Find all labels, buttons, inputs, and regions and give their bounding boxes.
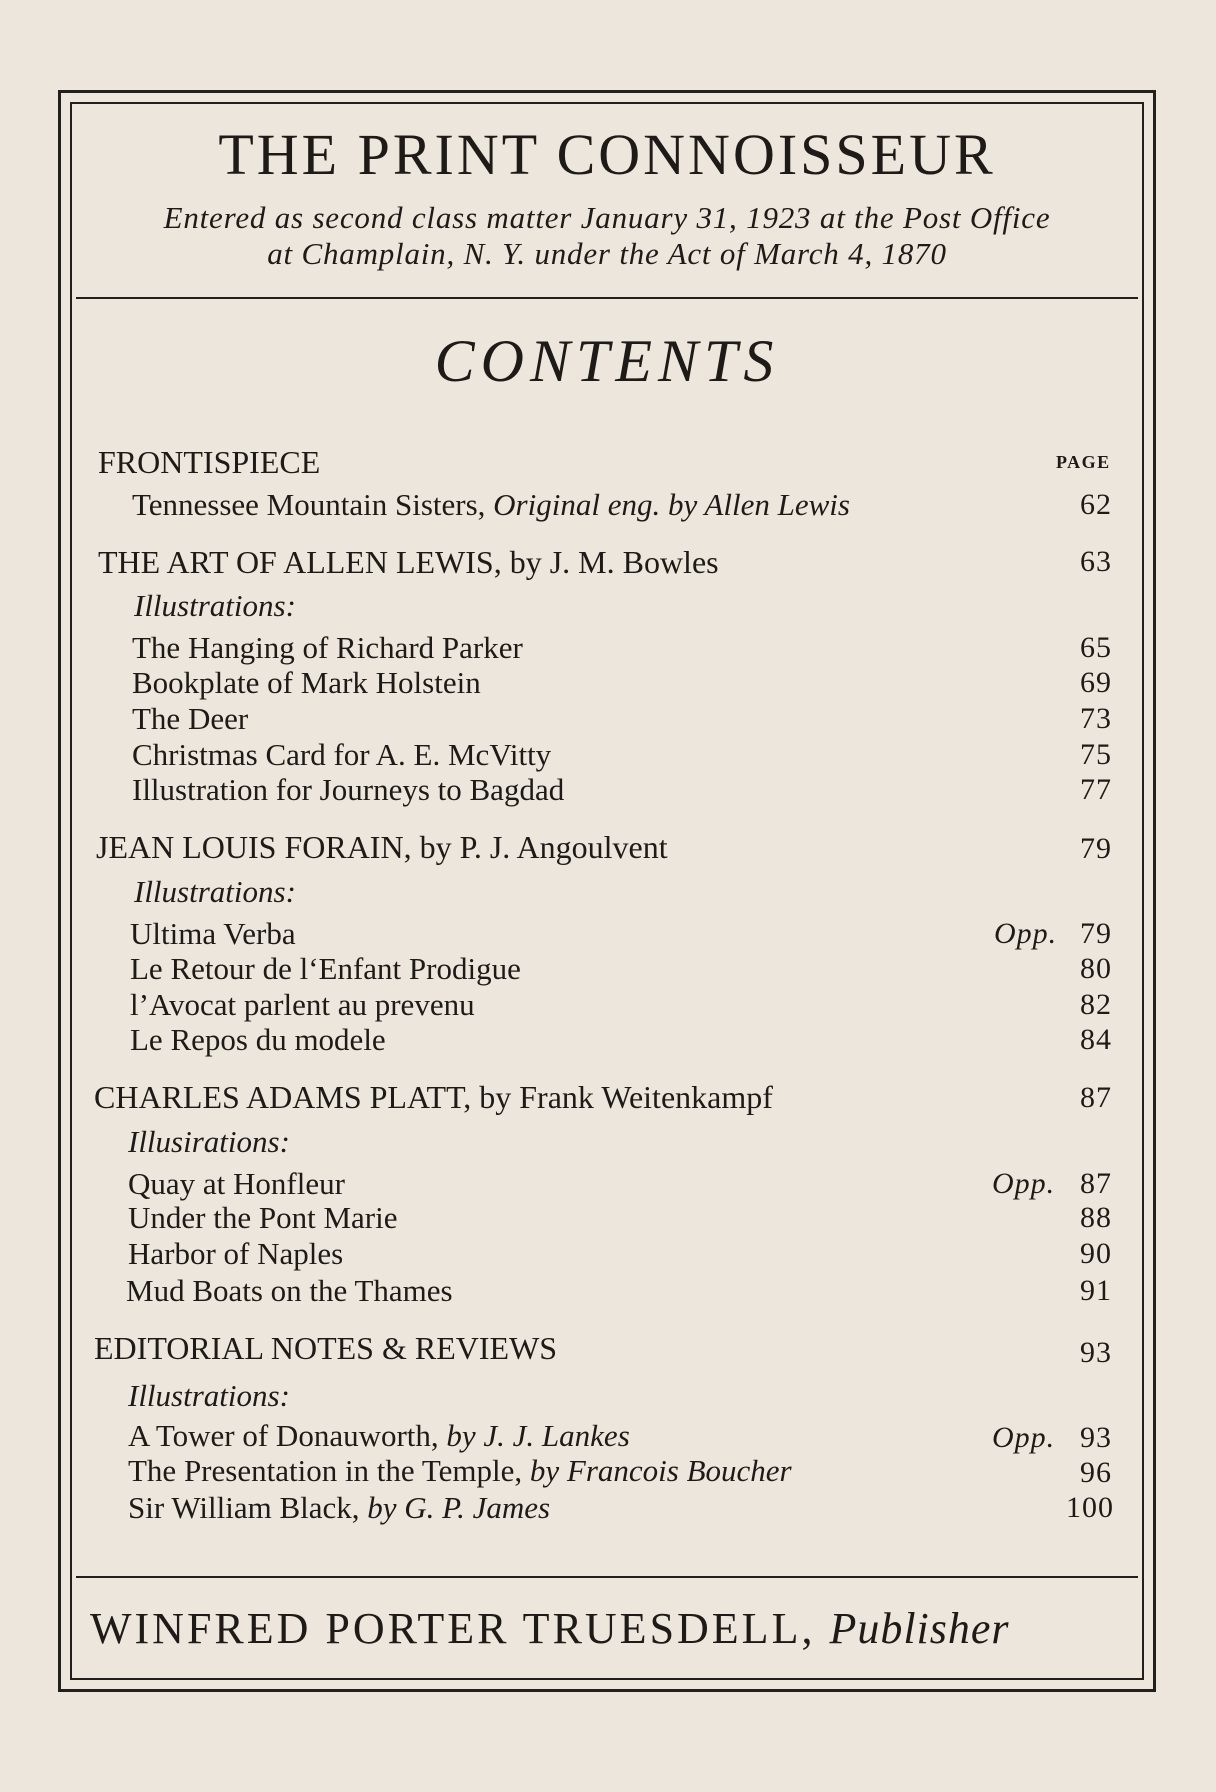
list-item-page: 79 — [1080, 917, 1112, 950]
item-title: Sir William Black, — [128, 1490, 368, 1525]
contents-heading: CONTENTS — [434, 328, 780, 394]
list-item-page: 75 — [1080, 738, 1112, 771]
item-title: A Tower of Donauworth, — [128, 1418, 447, 1453]
list-item-page: 82 — [1080, 988, 1112, 1021]
list-item: The Deer — [132, 701, 249, 736]
list-item-page: 100 — [1066, 1491, 1114, 1524]
publisher-line — [90, 1604, 1010, 1654]
header-divider — [76, 297, 1138, 299]
list-item-page: 88 — [1080, 1201, 1112, 1234]
item-credit: by J. J. Lankes — [446, 1418, 630, 1453]
list-item — [128, 1490, 550, 1526]
illustrations-label: Illusirations: — [128, 1124, 290, 1159]
list-item-page: 91 — [1080, 1274, 1112, 1307]
page-column-header: PAGE — [1056, 452, 1111, 472]
illustrations-label: Illustrations: — [134, 874, 296, 909]
section-heading: JEAN LOUIS FORAIN, by P. J. Angoulvent — [96, 829, 668, 865]
opposite-marker: Opp. — [992, 1167, 1056, 1200]
opposite-marker: Opp. — [992, 1421, 1056, 1454]
list-item — [128, 1453, 792, 1489]
entry-notice-line-2: at Champlain, N. Y. under the Act of March 4, 1870 — [267, 236, 947, 271]
list-item: Bookplate of Mark Holstein — [132, 665, 481, 700]
frontispiece-heading: FRONTISPIECE — [98, 444, 321, 480]
list-item: Ultima Verba — [130, 916, 296, 951]
section-heading: EDITORIAL NOTES & REVIEWS — [94, 1330, 558, 1366]
list-item-page: 77 — [1080, 773, 1112, 806]
list-item-page: 96 — [1080, 1456, 1112, 1489]
list-item: Under the Pont Marie — [128, 1200, 398, 1235]
illustrations-label: Illustrations: — [134, 588, 296, 623]
entry-notice-line-1: Entered as second class matter January 31, 1923 at the Post Office — [163, 200, 1051, 235]
frontispiece-page: 62 — [1080, 488, 1112, 521]
list-item: Le Repos du modele — [130, 1022, 386, 1057]
list-item: Le Retour de l‘Enfant Prodigue — [130, 951, 521, 986]
journal-title: THE PRINT CONNOISSEUR — [218, 122, 996, 187]
list-item: l’Avocat parlent au prevenu — [130, 987, 475, 1022]
list-item-page: 84 — [1080, 1023, 1112, 1056]
item-credit: by G. P. James — [367, 1490, 551, 1525]
section-heading: THE ART OF ALLEN LEWIS, by J. M. Bowles — [98, 544, 719, 580]
section-page: 79 — [1080, 832, 1112, 865]
list-item-page: 87 — [1080, 1167, 1112, 1200]
section-page: 87 — [1080, 1081, 1112, 1114]
illustrations-label: Illustrations: — [128, 1378, 290, 1413]
section-page: 63 — [1080, 545, 1112, 578]
list-item: Christmas Card for A. E. McVitty — [132, 737, 552, 772]
list-item-page: 80 — [1080, 952, 1112, 985]
list-item — [128, 1418, 630, 1454]
list-item: Illustration for Journeys to Bagdad — [132, 772, 565, 807]
section-page: 93 — [1080, 1336, 1112, 1369]
item-credit: by Francois Boucher — [529, 1453, 792, 1488]
list-item: Quay at Honfleur — [128, 1166, 345, 1201]
list-item: Mud Boats on the Thames — [126, 1273, 453, 1308]
publisher-role: Publisher — [829, 1604, 1010, 1653]
frontispiece-credit: Original eng. by Allen Lewis — [493, 487, 850, 522]
frontispiece-title: Tennessee Mountain Sisters, — [132, 487, 494, 522]
list-item: Harbor of Naples — [128, 1236, 344, 1271]
item-title: The Presentation in the Temple, — [128, 1453, 530, 1488]
list-item-page: 90 — [1080, 1237, 1112, 1270]
list-item-page: 69 — [1080, 666, 1112, 699]
publisher-name: WINFRED PORTER TRUESDELL, — [90, 1604, 830, 1653]
list-item-page: 73 — [1080, 702, 1112, 735]
list-item: The Hanging of Richard Parker — [132, 630, 523, 665]
frontispiece-entry — [132, 487, 850, 523]
footer-divider — [76, 1576, 1138, 1578]
section-heading: CHARLES ADAMS PLATT, by Frank Weitenkampf — [94, 1079, 773, 1115]
opposite-marker: Opp. — [994, 917, 1058, 950]
list-item-page: 65 — [1080, 631, 1112, 664]
list-item-page: 93 — [1080, 1421, 1112, 1454]
